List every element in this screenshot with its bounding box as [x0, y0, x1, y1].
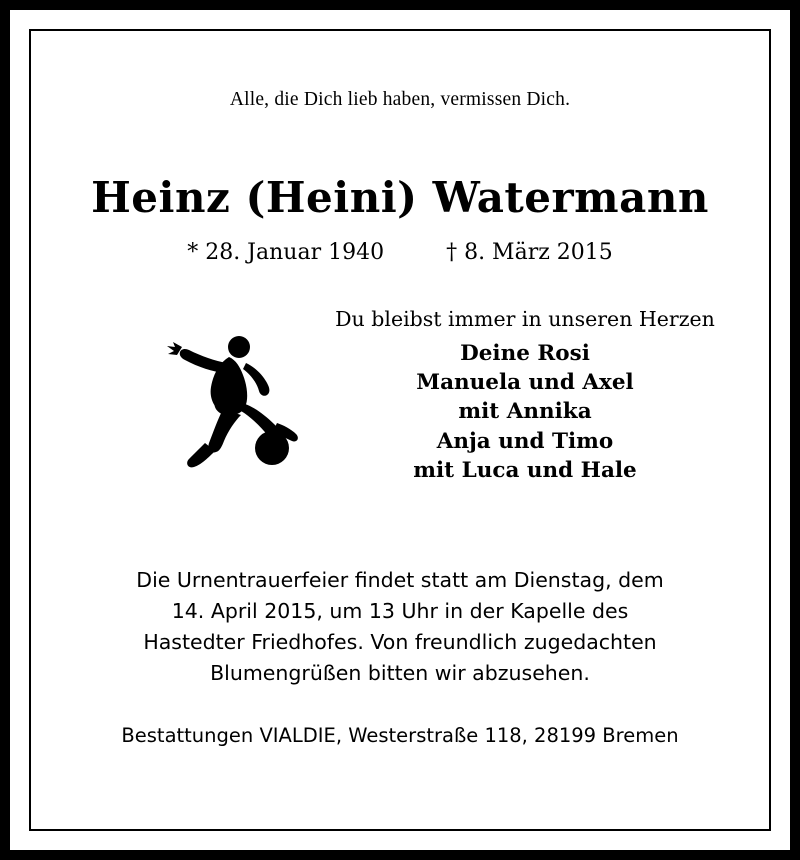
ceremony-line: Hastedter Friedhofes. Von freundlich zugedachten — [143, 630, 657, 655]
family-member: Anja und Timo — [436, 428, 614, 454]
deceased-name: Heinz (Heini) Watermann — [91, 173, 709, 222]
family-member: mit Luca und Hale — [413, 457, 637, 483]
family-block — [321, 307, 729, 485]
death-date: † 8. März 2015 — [446, 240, 613, 265]
birth-date: * 28. Januar 1940 — [187, 240, 385, 265]
notice-content — [31, 31, 769, 829]
inner-border — [29, 29, 771, 831]
epitaph-line: Alle, die Dich lieb haben, vermissen Dich. — [229, 89, 571, 110]
life-dates — [71, 240, 729, 265]
family-member: mit Annika — [458, 399, 592, 425]
ceremony-line: 14. April 2015, um 13 Uhr in der Kapelle des — [171, 599, 629, 624]
family-member: Deine Rosi — [460, 341, 590, 366]
middle-block — [71, 307, 729, 517]
ceremony-line: Blumengrüßen bitten wir abzusehen. — [210, 661, 590, 686]
family-member: Manuela und Axel — [416, 370, 634, 396]
ceremony-line: Die Urnentrauerfeier findet statt am Dienstag, dem — [136, 568, 664, 592]
ceremony-details — [71, 565, 729, 690]
undertaker-line: Bestattungen VIALDIE, Westerstraße 118, 28199 Bremen — [121, 723, 679, 747]
family-lead-line: Du bleibst immer in unseren Herzen — [335, 307, 715, 331]
footballer-silhouette-icon — [143, 325, 323, 475]
